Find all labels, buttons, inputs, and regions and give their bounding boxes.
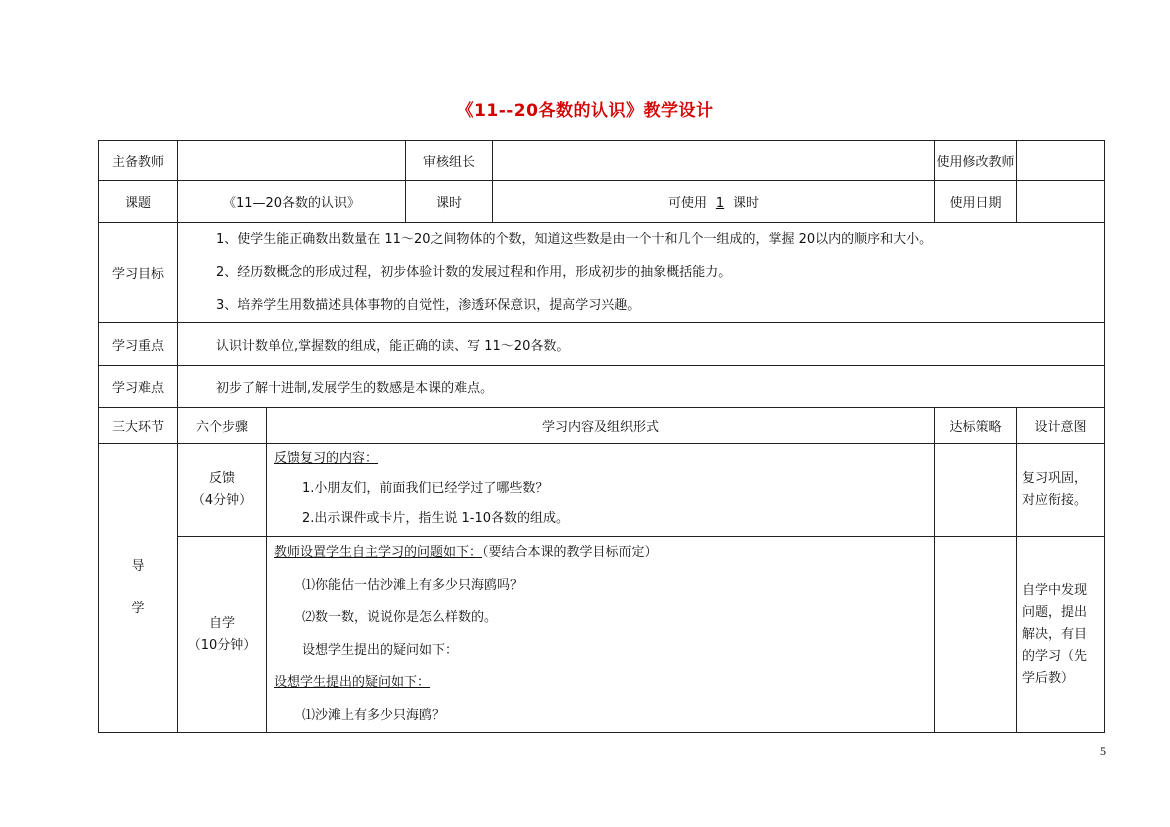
date-label: 使用日期 <box>935 181 1017 223</box>
goals-label: 学习目标 <box>99 223 178 323</box>
feedback-line: 1.小朋友们，前面我们已经学过了哪些数？ <box>302 481 549 496</box>
row-staff <box>99 141 1105 181</box>
period-label: 课时 <box>406 181 493 223</box>
feedback-content <box>267 444 935 537</box>
feedback-intent <box>1017 444 1105 537</box>
feedback-line: 2.出示课件或卡片，指生说 1-10各数的组成。 <box>302 511 570 526</box>
self-expect: 设想学生提出的疑问如下： <box>302 642 459 658</box>
row-feedback <box>99 444 1105 537</box>
self-intent-line: 问题，提出 <box>1022 604 1088 620</box>
period-suffix: 课时 <box>733 196 760 211</box>
row-topic <box>99 181 1105 223</box>
topic-label: 课题 <box>99 181 178 223</box>
feedback-name: 反馈 <box>208 471 235 486</box>
self-time: （10分钟） <box>187 637 257 653</box>
reviewer-label: 审核组长 <box>406 141 493 181</box>
self-expect-heading: 设想学生提出的疑问如下： <box>274 675 431 690</box>
reviewer-value <box>493 141 935 181</box>
self-question: ⑵数一数，说说你是怎么样数的。 <box>302 610 498 625</box>
self-intent-line: 的学习（先 <box>1022 648 1088 664</box>
feedback-heading: 反馈复习的内容： <box>274 451 379 466</box>
stage-char-1: 导 <box>131 559 145 574</box>
self-heading-line <box>274 537 934 570</box>
row-self-study <box>99 537 1105 733</box>
feedback-strategy <box>935 444 1017 537</box>
goal-item: 2、经历数概念的形成过程，初步体验计数的发展过程和作用，形成初步的抽象概括能力。 <box>216 265 732 280</box>
period-value <box>493 181 935 223</box>
period-prefix: 可使用 <box>667 196 707 211</box>
self-intent <box>1017 537 1105 733</box>
period-number: 1 <box>715 196 725 211</box>
header-stage: 三大环节 <box>99 408 178 444</box>
goals-content <box>178 223 1105 323</box>
modifier-label: 使用修改教师 <box>935 141 1017 181</box>
feedback-intent-line: 对应衔接。 <box>1022 493 1088 508</box>
self-name: 自学 <box>208 615 235 631</box>
lead-teacher-value <box>178 141 406 181</box>
self-intent-line: 自学中发现 <box>1022 582 1088 598</box>
self-step <box>178 537 267 733</box>
header-step: 六个步骤 <box>178 408 267 444</box>
goal-item: 3、培养学生用数描述具体事物的自觉性，渗透环保意识，提高学习兴趣。 <box>216 298 641 313</box>
self-expect-question: ⑴沙滩上有多少只海鸥？ <box>302 707 446 723</box>
difficulties-text: 初步了解十进制,发展学生的数感是本课的难点。 <box>178 366 1105 408</box>
lead-teacher-label: 主备教师 <box>99 141 178 181</box>
header-content: 学习内容及组织形式 <box>267 408 935 444</box>
row-header <box>99 408 1105 444</box>
stage-char-2: 学 <box>131 601 145 616</box>
date-value <box>1017 181 1105 223</box>
self-intent-line: 学后教） <box>1022 670 1075 686</box>
self-strategy <box>935 537 1017 733</box>
self-intent-line: 解决，有目 <box>1022 626 1088 642</box>
feedback-intent-line: 复习巩固， <box>1022 471 1088 486</box>
document-title: 《11--20各数的认识》教学设计 <box>456 101 714 121</box>
topic-value: 《11—20各数的认识》 <box>178 181 406 223</box>
lesson-plan-table <box>98 140 1105 733</box>
feedback-step <box>178 444 267 537</box>
modifier-value <box>1017 141 1105 181</box>
row-difficulties <box>99 366 1105 408</box>
self-heading-note: （要结合本课的教学目标而定） <box>482 545 658 560</box>
feedback-time: （4分钟） <box>191 493 253 508</box>
row-key-points <box>99 323 1105 366</box>
key-points-text: 认识计数单位,掌握数的组成，能正确的读、写 11～20各数。 <box>178 323 1105 366</box>
key-points-label: 学习重点 <box>99 323 178 366</box>
header-strategy: 达标策略 <box>935 408 1017 444</box>
page-number: 5 <box>1100 744 1106 758</box>
self-heading: 教师设置学生自主学习的问题如下： <box>274 545 483 560</box>
header-intent: 设计意图 <box>1017 408 1105 444</box>
row-goals <box>99 223 1105 323</box>
difficulties-label: 学习难点 <box>99 366 178 408</box>
goal-item: 1、使学生能正确数出数量在 11～20之间物体的个数，知道这些数是由一个十和几个一组成的，掌握 20以内的顺序和大小。 <box>216 232 933 247</box>
self-question: ⑴你能估一估沙滩上有多少只海鸥吗？ <box>302 577 524 593</box>
self-content <box>267 537 935 733</box>
stage-cell <box>99 444 178 733</box>
